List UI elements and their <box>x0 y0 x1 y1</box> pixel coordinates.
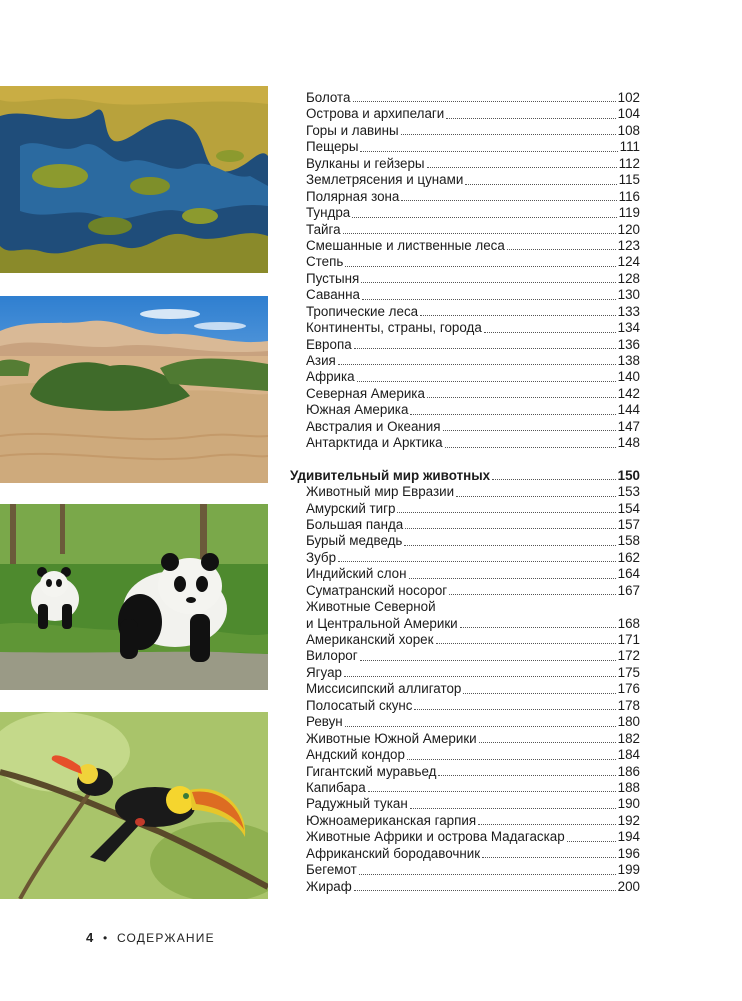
dot-leader <box>492 479 616 480</box>
toc-entry[interactable] <box>290 287 640 303</box>
toc-page-number: 171 <box>617 632 640 647</box>
toc-page-number: 196 <box>617 845 640 861</box>
dot-leader <box>345 726 616 727</box>
toc-entry[interactable] <box>290 616 640 632</box>
toc-page-number: 102 <box>617 90 640 105</box>
toc-entry-title: Бегемот <box>306 862 357 878</box>
dot-leader <box>449 594 616 595</box>
toc-entry-title: Южноамериканская гарпия <box>306 812 477 828</box>
toc-entry-title: Капибара <box>306 779 366 795</box>
toc-entry-title: Суматранский носорог <box>306 582 448 598</box>
toc-entry-title: Гигантский муравьед <box>306 763 437 779</box>
toc-entry-title: Саванна <box>306 287 360 303</box>
dot-leader <box>359 874 616 875</box>
toc-entry-title: Животные Южной Америки <box>306 730 477 746</box>
toc-entry-title: Зубр <box>306 549 337 565</box>
dot-leader <box>567 841 616 842</box>
toc-entry-title: Африка <box>306 369 355 385</box>
toc-entry[interactable] <box>290 813 640 829</box>
dot-leader <box>404 545 615 546</box>
toc-entry[interactable] <box>290 419 640 435</box>
toc-entry[interactable] <box>290 665 640 681</box>
toc-entry[interactable] <box>290 566 640 582</box>
toc-page-number: 116 <box>618 188 640 204</box>
toc-entry-title: Землетрясения и цунами <box>306 172 464 188</box>
dot-leader <box>353 101 616 102</box>
toc-entry[interactable] <box>290 238 640 254</box>
toc-entry-title: Вилорог <box>306 648 358 664</box>
toc-page-number: 120 <box>617 221 640 237</box>
toc-entry-title: Удивительный мир животных <box>290 467 491 483</box>
toc-entry-title: Северная Америка <box>306 385 425 401</box>
section-title: СОДЕРЖАНИЕ <box>116 931 215 945</box>
toc-entry[interactable] <box>290 484 640 500</box>
toc-entry-title: Андский кондор <box>306 747 405 763</box>
toc-entry-title: Африканский бородавочник <box>306 845 481 861</box>
dot-leader <box>443 430 616 431</box>
dot-leader <box>357 381 616 382</box>
toc-entry[interactable] <box>290 714 640 730</box>
toc-entry-title: Полосатый скунс <box>306 697 413 713</box>
toc-entry-title: Радужный тукан <box>306 796 408 812</box>
toc-page-number: 140 <box>617 369 640 385</box>
toc-entry[interactable] <box>290 139 640 155</box>
toc-entry-title: Австралия и Океания <box>306 418 441 434</box>
toc-page-number: 158 <box>617 533 640 549</box>
toc-entry-title: Горы и лавины <box>306 122 399 138</box>
toc-entry[interactable] <box>290 533 640 549</box>
toc-entry[interactable] <box>290 648 640 664</box>
toc-entry[interactable] <box>290 435 640 451</box>
toc-entry[interactable] <box>290 632 640 648</box>
toc-entry[interactable] <box>290 764 640 780</box>
dot-leader <box>438 775 615 776</box>
toc-page-number: 134 <box>617 320 640 336</box>
toc-entry-title: Животные Северной <box>306 599 436 615</box>
toc-entry[interactable] <box>290 369 640 385</box>
dot-leader <box>352 217 616 218</box>
toc-page-number: 112 <box>618 155 640 171</box>
dot-leader <box>401 200 616 201</box>
toucans-photo <box>0 712 268 899</box>
toc-page-number: 175 <box>617 664 640 680</box>
page-footer <box>86 930 215 945</box>
toc-entry-title: Азия <box>306 353 336 368</box>
toc-entry[interactable] <box>290 780 640 796</box>
toc-page-number: 142 <box>617 385 640 401</box>
toc-entry[interactable] <box>290 583 640 599</box>
toc-entry-title: Индийский слон <box>306 566 407 582</box>
toc-page-number: 108 <box>617 122 640 138</box>
toc-page-number: 199 <box>617 862 640 878</box>
toc-page-number: 164 <box>617 566 640 582</box>
toc-entry-title: Острова и архипелаги <box>306 106 445 122</box>
dot-leader <box>445 447 616 448</box>
toc-entry[interactable] <box>290 337 640 353</box>
toc-entry-title: Ревун <box>306 714 343 730</box>
toc-page-number: 130 <box>617 287 640 303</box>
toc-entry[interactable] <box>290 402 640 418</box>
dot-leader <box>354 890 616 891</box>
toc-entry-title: Антарктида и Арктика <box>306 435 443 451</box>
toc-page-number: 138 <box>617 353 640 368</box>
dot-leader <box>338 364 616 365</box>
toc-entry[interactable] <box>290 123 640 139</box>
toc-entry[interactable] <box>290 271 640 287</box>
dot-leader <box>407 759 616 760</box>
dot-leader <box>354 348 616 349</box>
toc-entry-title: Вулканы и гейзеры <box>306 155 425 171</box>
toc-entry[interactable] <box>290 846 640 862</box>
dot-leader <box>338 561 616 562</box>
toc-page-number: 167 <box>617 582 640 598</box>
dot-leader <box>446 118 615 119</box>
dot-leader <box>484 332 616 333</box>
dot-leader <box>482 857 616 858</box>
toc-page-number: 172 <box>617 648 640 664</box>
dot-leader <box>465 184 616 185</box>
dot-leader <box>360 151 617 152</box>
dot-leader <box>478 824 616 825</box>
toc-page-number: 192 <box>617 812 640 828</box>
dot-leader <box>479 742 616 743</box>
toc-entry-title: Амурский тигр <box>306 500 396 516</box>
toc-entry-title: и Центральной Америки <box>306 615 458 631</box>
dot-leader <box>507 249 616 250</box>
dot-leader <box>343 233 616 234</box>
toc-entry[interactable] <box>290 353 640 369</box>
toc-entry-title: Животные Африки и острова Мадагаскар <box>306 829 565 845</box>
toc-page-number: 150 <box>617 467 640 483</box>
toc-entry-title: Ягуар <box>306 664 342 680</box>
toc-page-number: 157 <box>617 516 640 532</box>
toc-entry-title: Полярная зона <box>306 188 400 204</box>
dot-leader <box>361 282 615 283</box>
toc-page-number: 128 <box>617 270 640 286</box>
toc-entry[interactable] <box>290 386 640 402</box>
dot-leader <box>401 134 616 135</box>
toc-page-number: 162 <box>617 549 640 565</box>
toc-page-number: 133 <box>617 303 640 319</box>
dot-leader <box>436 643 616 644</box>
toc-entry[interactable] <box>290 517 640 533</box>
dot-leader <box>397 512 615 513</box>
dot-leader <box>405 528 615 529</box>
toc-entry-title: Бурый медведь <box>306 533 403 549</box>
dot-leader <box>368 791 616 792</box>
toc-page-number: 123 <box>617 237 640 253</box>
dot-leader <box>360 660 616 661</box>
toc-entry[interactable] <box>290 879 640 895</box>
toc-page-number: 186 <box>617 763 640 779</box>
toc-page-number: 184 <box>617 747 640 763</box>
toc-entry[interactable] <box>290 205 640 221</box>
toc-page-number: 180 <box>617 714 640 730</box>
toc-entry[interactable] <box>290 698 640 714</box>
toc-entry[interactable] <box>290 681 640 697</box>
toc-entry[interactable] <box>290 320 640 336</box>
toc-entry[interactable] <box>290 796 640 812</box>
toc-page-number: 111 <box>619 139 640 155</box>
toc-page-number: 124 <box>617 254 640 270</box>
toc-page-number: 148 <box>617 435 640 451</box>
toc-entry-title: Смешанные и лиственные леса <box>306 237 505 253</box>
toc-entry[interactable] <box>290 731 640 747</box>
toc-entry[interactable] <box>290 90 640 106</box>
toc-entry-title: Американский хорек <box>306 632 434 647</box>
dot-leader <box>345 266 615 267</box>
dot-leader <box>362 299 616 300</box>
dot-leader <box>414 709 615 710</box>
toc-entry[interactable] <box>290 829 640 845</box>
toc-page-number: 115 <box>618 172 640 188</box>
dot-leader <box>460 627 616 628</box>
toc-entry-title: Южная Америка <box>306 402 409 418</box>
toc-entry-title: Степь <box>306 254 344 270</box>
toc-page-number: 194 <box>617 829 640 845</box>
toc-entry-title: Тундра <box>306 205 351 221</box>
toc-entry[interactable] <box>290 862 640 878</box>
swamp-photo <box>0 86 268 273</box>
toc-entry-title: Миссисипский аллигатор <box>306 681 462 697</box>
toc-entry[interactable] <box>290 550 640 566</box>
toc-entry-title: Животный мир Евразии <box>306 484 455 500</box>
toc-entry-title: Большая панда <box>306 516 404 532</box>
toc-page-number: 153 <box>617 484 640 500</box>
toc-entry[interactable] <box>290 599 640 615</box>
dot-leader <box>420 315 616 316</box>
dot-leader <box>456 496 616 497</box>
dot-leader <box>344 676 616 677</box>
dot-leader <box>409 578 616 579</box>
toc-entry-title: Тропические леса <box>306 303 419 319</box>
toc-entry-title: Континенты, страны, города <box>306 320 482 336</box>
dot-leader <box>410 414 615 415</box>
toc-page-number: 136 <box>617 336 640 352</box>
toc-entry[interactable] <box>290 501 640 517</box>
dot-leader <box>427 167 617 168</box>
toc-entry[interactable] <box>290 222 640 238</box>
dot-leader <box>410 808 616 809</box>
toc-page-number: 147 <box>617 418 640 434</box>
toc-page-number: 168 <box>617 615 640 631</box>
toc-page-number: 144 <box>617 402 640 418</box>
page-number: 4 <box>86 930 95 945</box>
toc-page-number: 190 <box>617 796 640 812</box>
bullet-icon: • <box>102 931 109 945</box>
table-of-contents <box>290 90 640 895</box>
toc-entry[interactable] <box>290 156 640 172</box>
toc-entry[interactable] <box>290 747 640 763</box>
toc-page-number: 176 <box>617 681 640 697</box>
toc-entry-title: Пустыня <box>306 270 360 286</box>
toc-entry-title: Жираф <box>306 878 352 894</box>
toc-entry-title: Болота <box>306 90 351 105</box>
dot-leader <box>463 693 615 694</box>
toc-entry[interactable] <box>290 189 640 205</box>
toc-entry[interactable] <box>290 172 640 188</box>
pandas-photo <box>0 504 268 690</box>
toc-entry-title: Европа <box>306 336 352 352</box>
toc-page-number: 188 <box>617 779 640 795</box>
toc-entry-title: Тайга <box>306 221 341 237</box>
toc-entry-title: Пещеры <box>306 139 359 155</box>
toc-page-number: 104 <box>617 106 640 122</box>
toc-page-number: 200 <box>617 878 640 894</box>
toc-entry[interactable] <box>290 304 640 320</box>
desert-photo <box>0 296 268 483</box>
toc-entry[interactable] <box>290 106 640 122</box>
toc-page-number: 154 <box>617 500 640 516</box>
toc-section-heading[interactable] <box>290 468 640 484</box>
dot-leader <box>427 397 616 398</box>
toc-entry[interactable] <box>290 254 640 270</box>
toc-page-number: 178 <box>617 697 640 713</box>
toc-page-number: 182 <box>617 730 640 746</box>
toc-page-number: 119 <box>618 205 640 221</box>
